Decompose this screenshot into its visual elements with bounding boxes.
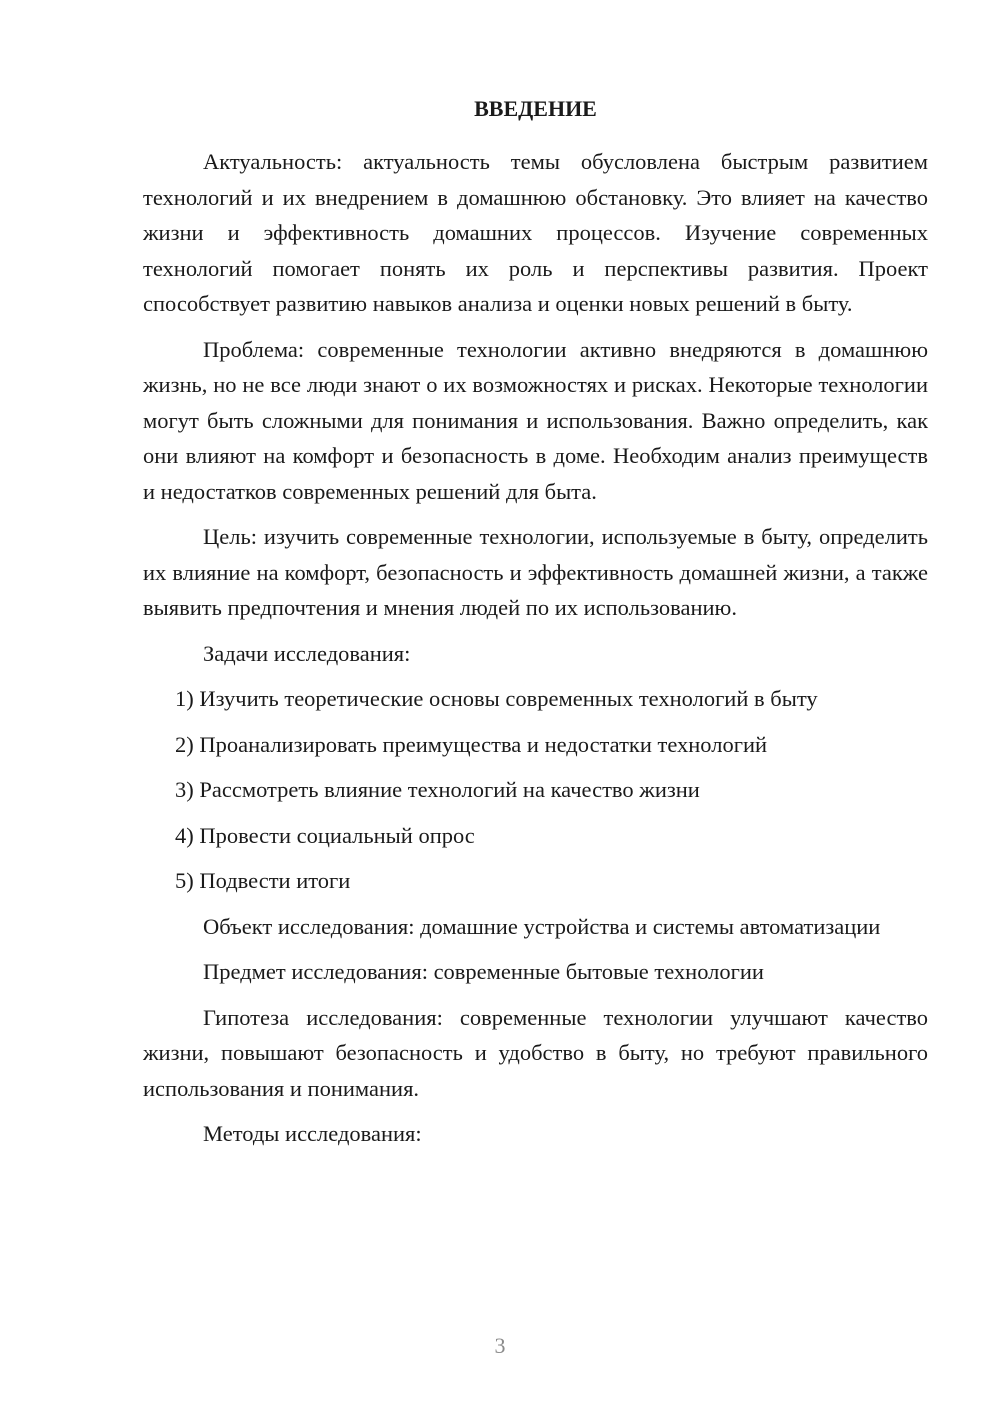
- goal-paragraph: Цель: изучить современные технологии, используемые в быту, определить их влияние на комфорт, безопасность и эффективность домашней жизни, а также выявить предпочтения и мнения людей по их использованию.: [143, 524, 928, 620]
- list-item: 3) Рассмотреть влияние технологий на качество жизни: [175, 777, 700, 802]
- hypothesis-paragraph: Гипотеза исследования: современные технологии улучшают качество жизни, повышают безопасность и удобство в быту, но требуют правильного использования и понимания.: [143, 1004, 928, 1101]
- list-item: 1) Изучить теоретические основы современных технологий в быту: [175, 686, 818, 711]
- relevance-paragraph: Актуальность: актуальность темы обусловлена быстрым развитием технологий и их внедрением в домашнюю обстановку. Это влияет на качество жизни и эффективность домашних процессов. Изучение современных технологий помогает понять их роль и перспективы развития. Проект способствует развитию навыков анализа и оценки новых решений в быту.: [143, 149, 928, 316]
- subject-paragraph: Предмет исследования: современные бытовые технологии: [203, 959, 764, 984]
- section-title: ВВЕДЕНИЕ: [474, 96, 597, 121]
- document-page: [143, 92, 928, 1162]
- problem-paragraph: Проблема: современные технологии активно внедряются в домашнюю жизнь, но не все люди знают о их возможностях и рисках. Некоторые технологии могут быть сложными для понимания и использования. Важно определить, как они влияют на комфорт и безопасность в доме. Необходим анализ преимуществ и недостатков современных решений для быта.: [143, 336, 928, 504]
- object-paragraph: Объект исследования: домашние устройства и системы автоматизации: [203, 913, 881, 939]
- tasks-list: [143, 681, 928, 899]
- list-item: 4) Провести социальный опрос: [175, 822, 475, 848]
- list-item: 2) Проанализировать преимущества и недостатки технологий: [175, 731, 768, 757]
- page-number: 3: [494, 1333, 506, 1358]
- list-item: 5) Подвести итоги: [175, 868, 351, 893]
- methods-heading: Методы исследования:: [203, 1121, 422, 1146]
- tasks-heading: Задачи исследования:: [203, 640, 411, 666]
